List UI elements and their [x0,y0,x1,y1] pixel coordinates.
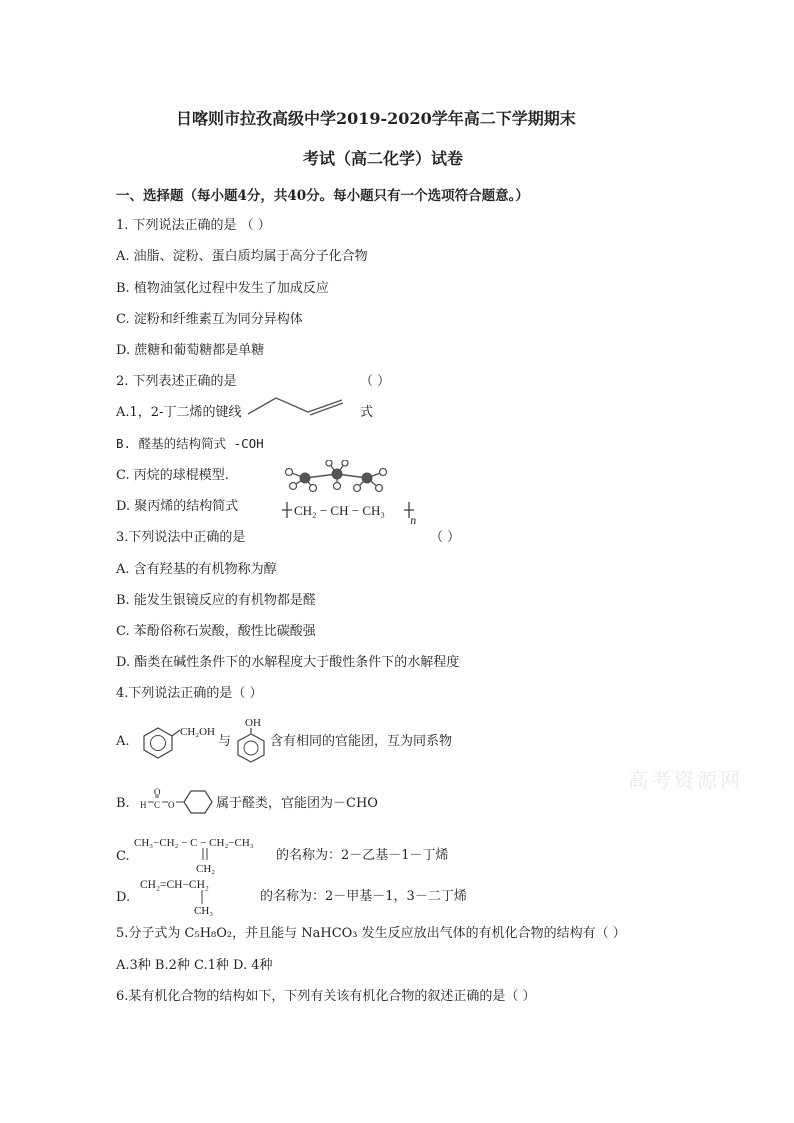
q2-option-b: B. 醛基的结构简式 -COH [116,436,264,451]
benzyl-alcohol-ch2oh: CH₂OH [180,726,216,738]
phenol-oh-label: OH [245,717,261,729]
section-heading: 一、选择题（每小题4分，共40分。每小题只有一个选项符合题意。） [116,188,529,204]
formate-h: H [140,800,147,810]
q4-option-a-label: A. [116,734,130,749]
formate-c: C [154,800,161,810]
ethylbutene-double-bond [200,847,210,861]
q3-option-a: A. 含有羟基的有机物称为醇 [116,562,277,577]
q2-option-d: D. 聚丙烯的结构简式 [116,499,239,514]
q3-option-d: D. 酯类在碱性条件下的水解程度大于酸性条件下的水解程度 [116,655,460,670]
q4-stem: 4.下列说法正确的是（ ） [116,686,263,701]
q4-option-d-label: D. [116,890,131,905]
polypropylene-n: n [410,516,417,527]
q4-option-c-label: C. [116,849,130,864]
q2-option-a-post: 式 [360,405,374,420]
q4-option-a-text: 含有相同的官能团，互为同系物 [270,734,453,749]
q1-stem: 1. 下列说法正确的是 （ ） [116,218,271,233]
q6-stem: 6.某有机化合物的结构如下，下列有关该有机化合物的叙述正确的是（ ） [116,989,536,1004]
q4-option-c-text: 的名称为：2－乙基－1－丁烯 [276,848,449,863]
q2-stem: 2. 下列表述正确的是 [116,374,237,389]
ethylbutene-ch2-branch: CH₂ [196,863,216,875]
q2-option-c: C. 丙烷的球棍模型. [116,468,229,483]
q1-option-a: A. 油脂、淀粉、蛋白质均属于高分子化合物 [116,249,368,264]
q2-option-a-pre: A.1，2-丁二烯的键线 [116,405,242,420]
formate-ester-o: O [168,800,175,810]
q3-option-c: C. 苯酚俗称石炭酸，酸性比碳酸强 [116,624,316,639]
q1-option-c: C. 淀粉和纤维素互为同分异构体 [116,312,303,327]
benzyl-alcohol-structure [140,724,180,760]
q1-option-d: D. 蔗糖和葡萄糖都是单糖 [116,343,265,358]
butadiene-skeletal-figure [246,394,346,418]
q5-stem: 5.分子式为 C₅H₈O₂，并且能与 NaHCO₃ 发生反应放出气体的有机化合物的结构有（ ） [116,926,626,941]
q4-option-b-text: 属于醛类，官能团为－CHO [216,796,378,811]
q4-option-a-and: 与 [218,734,232,749]
watermark: 高考资源网 [628,768,743,792]
isoprene-main-chain: CH₂=CH−CH₂ [140,879,209,891]
page-title-line1: 日喀则市拉孜高级中学2019-2020学年高二下学期期末 [176,109,576,128]
isoprene-ch3-branch: CH₃ [194,905,214,917]
polypropylene-formula: CH₂ − CH − CH₃ [294,503,385,518]
q2-paren: （ ） [360,374,391,389]
isoprene-branch-bond [198,890,206,904]
q3-paren: （ ） [430,530,461,545]
page-title-line2: 考试（高二化学）试卷 [303,149,464,168]
q5-options: A.3种 B.2种 C.1种 D. 4种 [116,958,273,973]
q4-option-b-label: B. [116,796,130,811]
formate-carbonyl-o: O [154,787,161,797]
phenol-structure [236,726,266,764]
phenyl-formate-bonds [146,786,216,814]
q1-option-b: B. 植物油氢化过程中发生了加成反应 [116,281,329,296]
propane-ball-stick-model [283,460,395,494]
ethylbutene-main-chain: CH₃−CH₂ − C − CH₂−CH₃ [134,837,254,849]
polypropylene-bracket-left [282,500,292,520]
q4-option-d-text: 的名称为：2－甲基－1，3－二丁烯 [260,889,467,904]
q3-stem: 3.下列说法中正确的是 [116,530,246,545]
q3-option-b: B. 能发生银镜反应的有机物都是醛 [116,593,316,608]
